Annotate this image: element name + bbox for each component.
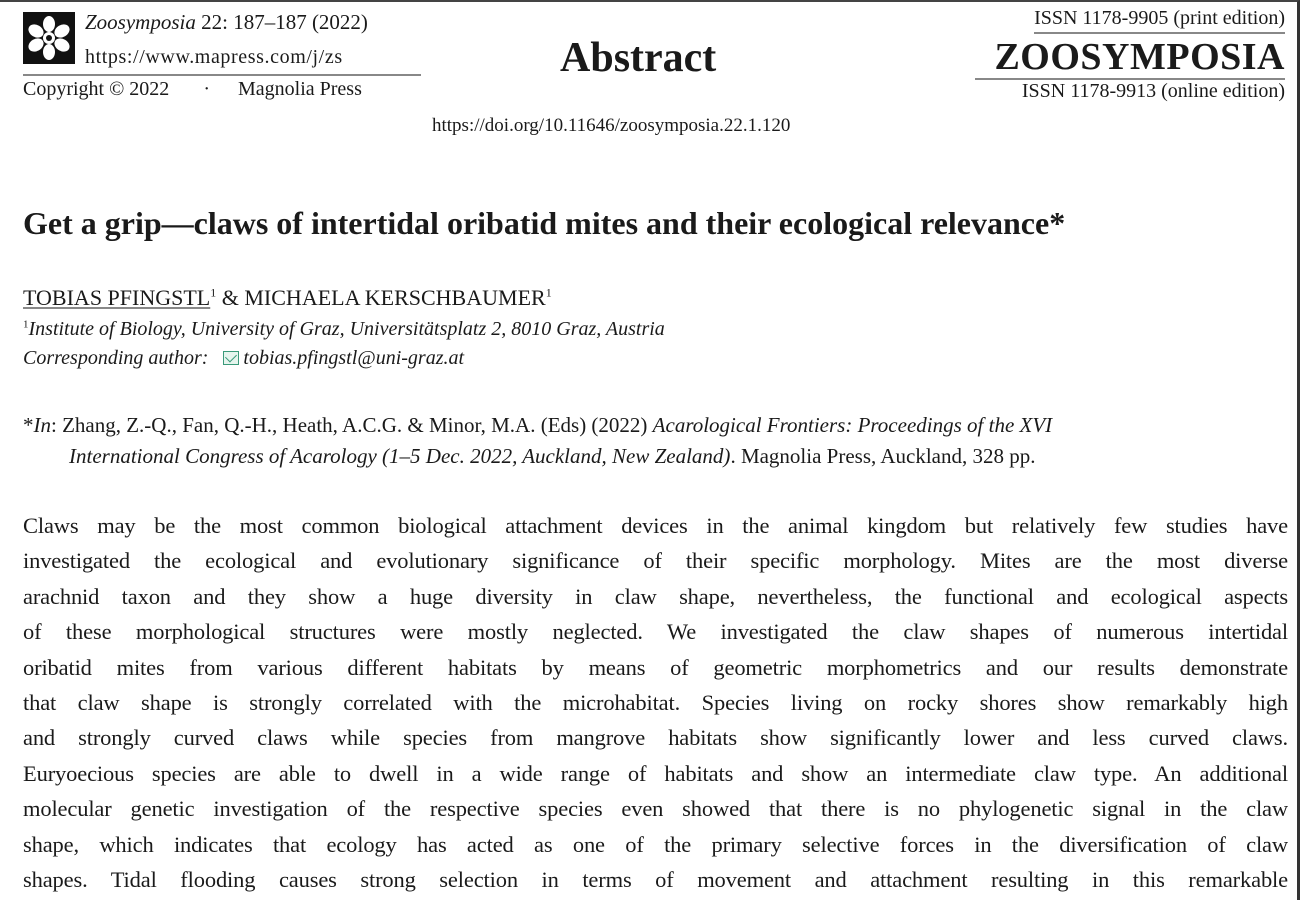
citation-editors: : Zhang, Z.-Q., Fan, Q.-H., Heath, A.C.G. & Minor, M.A. (Eds) (2022) (51, 413, 653, 437)
citation-book-title-1: Acarological Frontiers: Proceedings of the XVI (652, 413, 1053, 437)
separator-dot: · (203, 78, 210, 100)
corresponding-label: Corresponding author: (23, 347, 214, 369)
citation-in-label: In (33, 413, 51, 437)
journal-logo-icon (23, 12, 75, 64)
issn-block (975, 7, 1285, 103)
abstract-body (23, 508, 1288, 897)
copyright-line (23, 78, 362, 101)
doi-link[interactable]: https://doi.org/10.11646/zoosymposia.22.1.120 (432, 115, 791, 136)
journal-name: Zoosymposia (85, 10, 196, 34)
proceedings-citation (23, 410, 1288, 472)
header-divider (23, 74, 421, 76)
issn-print: ISSN 1178-9905 (print edition) (1034, 7, 1285, 34)
affiliation-marker: 1 (23, 318, 29, 331)
journal-citation (85, 10, 368, 35)
abstract-line: and strongly curved claws while species from mangrove habitats show significantly lower and less curved claws. (23, 725, 1288, 751)
abstract-line: Euryoecious species are able to dwell in a wide range of habitats and show an intermediate claw type. An additional (23, 760, 1288, 786)
citation-publisher: . Magnolia Press, Auckland, 328 pp. (730, 444, 1036, 468)
author-separator: & (216, 285, 245, 310)
abstract-line: that claw shape is strongly correlated with the microhabitat. Species living on rocky shores show remarkably high (23, 690, 1288, 716)
abstract-line: of these morphological structures were mostly neglected. We investigated the claw shapes of numerous intertidal (23, 619, 1288, 645)
author-list (23, 285, 552, 311)
abstract-line: shape, which indicates that ecology has acted as one of the primary selective forces in the diversification of claw (23, 831, 1288, 857)
article-title: Get a grip—claws of intertidal oribatid mites and their ecological relevance* (23, 205, 1066, 241)
journal-brand: ZOOSYMPOSIA (975, 36, 1285, 80)
abstract-line: arachnid taxon and they show a huge diversity in claw shape, nevertheless, the functional and ecological aspects (23, 583, 1288, 609)
corresponding-author (23, 347, 464, 370)
section-title: Abstract (560, 35, 717, 81)
issn-online: ISSN 1178-9913 (online edition) (1021, 80, 1285, 102)
citation-line-2 (23, 441, 1288, 472)
citation-line-1 (23, 410, 1288, 441)
abstract-line: Claws may be the most common biological attachment devices in the animal kingdom but relatively few studies have (23, 513, 1288, 538)
affiliation-text: Institute of Biology, University of Graz, Universitätsplatz 2, 8010 Graz, Austria (28, 318, 665, 340)
journal-volume-pages: 22: 187–187 (2022) (195, 10, 368, 34)
affiliation (23, 318, 665, 341)
citation-book-title-2: International Congress of Acarology (1–5 Dec. 2022, Auckland, New Zealand) (69, 444, 731, 468)
copyright-text: Copyright © 2022 (23, 78, 170, 100)
author-link[interactable]: TOBIAS PFINGSTL (23, 285, 211, 310)
citation-asterisk: * (23, 413, 34, 437)
abstract-line: investigated the ecological and evolutionary significance of their specific morphology. Mites are the most diverse (23, 548, 1288, 574)
abstract-line: molecular genetic investigation of the respective species even showed that there is no phylogenetic signal in the claw (23, 796, 1288, 822)
abstract-line: shapes. Tidal flooding causes strong selection in terms of movement and attachment resulting in this remarkable (23, 867, 1288, 893)
corresponding-email-link[interactable]: tobias.pfingstl@uni-graz.at (243, 347, 465, 369)
author-affiliation-marker: 1 (545, 285, 552, 300)
journal-url-link[interactable]: https://www.mapress.com/j/zs (85, 46, 343, 68)
author-affiliation-marker: 1 (210, 285, 217, 300)
email-icon[interactable] (223, 351, 239, 365)
abstract-line: oribatid mites from various different habitats by means of geometric morphometrics and our results demonstrate (23, 654, 1288, 680)
author-name: MICHAELA KERSCHBAUMER (244, 285, 546, 310)
publisher-name: Magnolia Press (237, 78, 362, 100)
